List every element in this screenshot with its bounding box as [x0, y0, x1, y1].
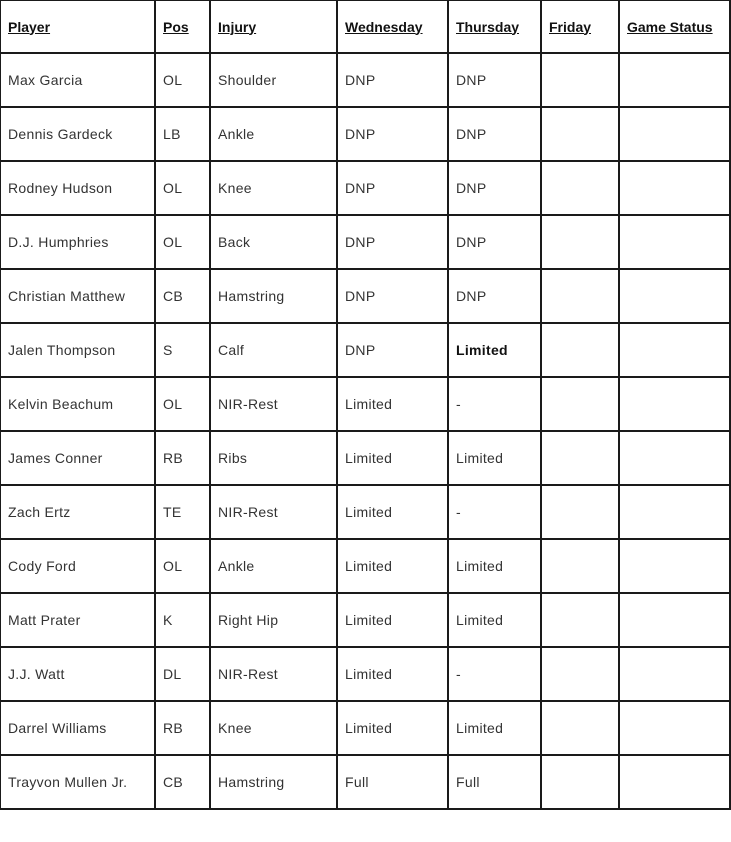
cell-game-status: [619, 755, 730, 809]
cell-player: D.J. Humphries: [0, 215, 155, 269]
cell-wednesday: Limited: [337, 431, 448, 485]
cell-injury: Ankle: [210, 539, 337, 593]
table-row: [0, 53, 730, 107]
cell-thursday: DNP: [448, 53, 541, 107]
cell-wednesday: DNP: [337, 323, 448, 377]
cell-player: Christian Matthew: [0, 269, 155, 323]
cell-pos: TE: [155, 485, 210, 539]
table-row: [0, 323, 730, 377]
table-row: [0, 161, 730, 215]
cell-pos: K: [155, 593, 210, 647]
cell-player: Kelvin Beachum: [0, 377, 155, 431]
cell-pos: OL: [155, 377, 210, 431]
cell-player: Max Garcia: [0, 53, 155, 107]
cell-friday: [541, 215, 619, 269]
cell-pos: OL: [155, 53, 210, 107]
cell-thursday: -: [448, 377, 541, 431]
column-header-friday: Friday: [541, 0, 619, 53]
table-row: [0, 107, 730, 161]
cell-pos: RB: [155, 701, 210, 755]
cell-injury: NIR-Rest: [210, 485, 337, 539]
cell-game-status: [619, 377, 730, 431]
cell-player: James Conner: [0, 431, 155, 485]
table-row: [0, 431, 730, 485]
cell-friday: [541, 377, 619, 431]
cell-player: Trayvon Mullen Jr.: [0, 755, 155, 809]
cell-thursday: Limited: [448, 431, 541, 485]
cell-player: Cody Ford: [0, 539, 155, 593]
cell-injury: NIR-Rest: [210, 377, 337, 431]
cell-thursday: DNP: [448, 161, 541, 215]
cell-wednesday: Limited: [337, 593, 448, 647]
cell-thursday: Full: [448, 755, 541, 809]
cell-game-status: [619, 485, 730, 539]
cell-friday: [541, 485, 619, 539]
cell-player: Darrel Williams: [0, 701, 155, 755]
cell-thursday: Limited: [448, 701, 541, 755]
cell-injury: Calf: [210, 323, 337, 377]
table-row: [0, 539, 730, 593]
table-row: [0, 215, 730, 269]
cell-friday: [541, 647, 619, 701]
cell-thursday: DNP: [448, 107, 541, 161]
cell-friday: [541, 161, 619, 215]
column-header-pos: Pos: [155, 0, 210, 53]
cell-wednesday: Full: [337, 755, 448, 809]
cell-player: Rodney Hudson: [0, 161, 155, 215]
cell-game-status: [619, 539, 730, 593]
cell-thursday: -: [448, 485, 541, 539]
cell-friday: [541, 593, 619, 647]
cell-wednesday: DNP: [337, 161, 448, 215]
cell-pos: S: [155, 323, 210, 377]
cell-pos: DL: [155, 647, 210, 701]
cell-game-status: [619, 323, 730, 377]
report-body: [0, 53, 730, 809]
cell-game-status: [619, 107, 730, 161]
cell-friday: [541, 323, 619, 377]
cell-game-status: [619, 593, 730, 647]
cell-game-status: [619, 53, 730, 107]
cell-friday: [541, 53, 619, 107]
cell-thursday: Limited: [448, 593, 541, 647]
cell-friday: [541, 431, 619, 485]
cell-injury: Hamstring: [210, 755, 337, 809]
cell-game-status: [619, 647, 730, 701]
cell-injury: Hamstring: [210, 269, 337, 323]
table-row: [0, 593, 730, 647]
cell-player: Jalen Thompson: [0, 323, 155, 377]
cell-injury: Ribs: [210, 431, 337, 485]
cell-injury: Knee: [210, 701, 337, 755]
cell-friday: [541, 539, 619, 593]
cell-thursday: Limited: [448, 539, 541, 593]
cell-game-status: [619, 701, 730, 755]
cell-thursday: Limited: [448, 323, 541, 377]
table-row: [0, 485, 730, 539]
cell-thursday: DNP: [448, 215, 541, 269]
cell-friday: [541, 107, 619, 161]
cell-wednesday: Limited: [337, 647, 448, 701]
cell-thursday: -: [448, 647, 541, 701]
cell-friday: [541, 755, 619, 809]
cell-game-status: [619, 161, 730, 215]
cell-game-status: [619, 269, 730, 323]
cell-injury: NIR-Rest: [210, 647, 337, 701]
column-header-player: Player: [0, 0, 155, 53]
column-header-wednesday: Wednesday: [337, 0, 448, 53]
table-row: [0, 701, 730, 755]
table-row: [0, 377, 730, 431]
cell-injury: Back: [210, 215, 337, 269]
table-row: [0, 647, 730, 701]
cell-wednesday: Limited: [337, 539, 448, 593]
cell-friday: [541, 701, 619, 755]
header-row: [0, 0, 730, 53]
cell-player: Matt Prater: [0, 593, 155, 647]
cell-pos: CB: [155, 269, 210, 323]
table-row: [0, 269, 730, 323]
cell-wednesday: DNP: [337, 215, 448, 269]
cell-pos: OL: [155, 539, 210, 593]
cell-game-status: [619, 215, 730, 269]
cell-injury: Right Hip: [210, 593, 337, 647]
cell-pos: CB: [155, 755, 210, 809]
cell-injury: Knee: [210, 161, 337, 215]
cell-wednesday: Limited: [337, 377, 448, 431]
cell-injury: Shoulder: [210, 53, 337, 107]
cell-wednesday: Limited: [337, 485, 448, 539]
cell-pos: OL: [155, 215, 210, 269]
cell-pos: RB: [155, 431, 210, 485]
column-header-thursday: Thursday: [448, 0, 541, 53]
cell-player: Dennis Gardeck: [0, 107, 155, 161]
cell-game-status: [619, 431, 730, 485]
cell-pos: OL: [155, 161, 210, 215]
column-header-injury: Injury: [210, 0, 337, 53]
cell-injury: Ankle: [210, 107, 337, 161]
cell-wednesday: Limited: [337, 701, 448, 755]
cell-thursday: DNP: [448, 269, 541, 323]
table-row: [0, 755, 730, 809]
cell-player: Zach Ertz: [0, 485, 155, 539]
cell-player: J.J. Watt: [0, 647, 155, 701]
cell-wednesday: DNP: [337, 53, 448, 107]
cell-wednesday: DNP: [337, 269, 448, 323]
cell-wednesday: DNP: [337, 107, 448, 161]
cell-pos: LB: [155, 107, 210, 161]
column-header-game-status: Game Status: [619, 0, 730, 53]
cell-friday: [541, 269, 619, 323]
